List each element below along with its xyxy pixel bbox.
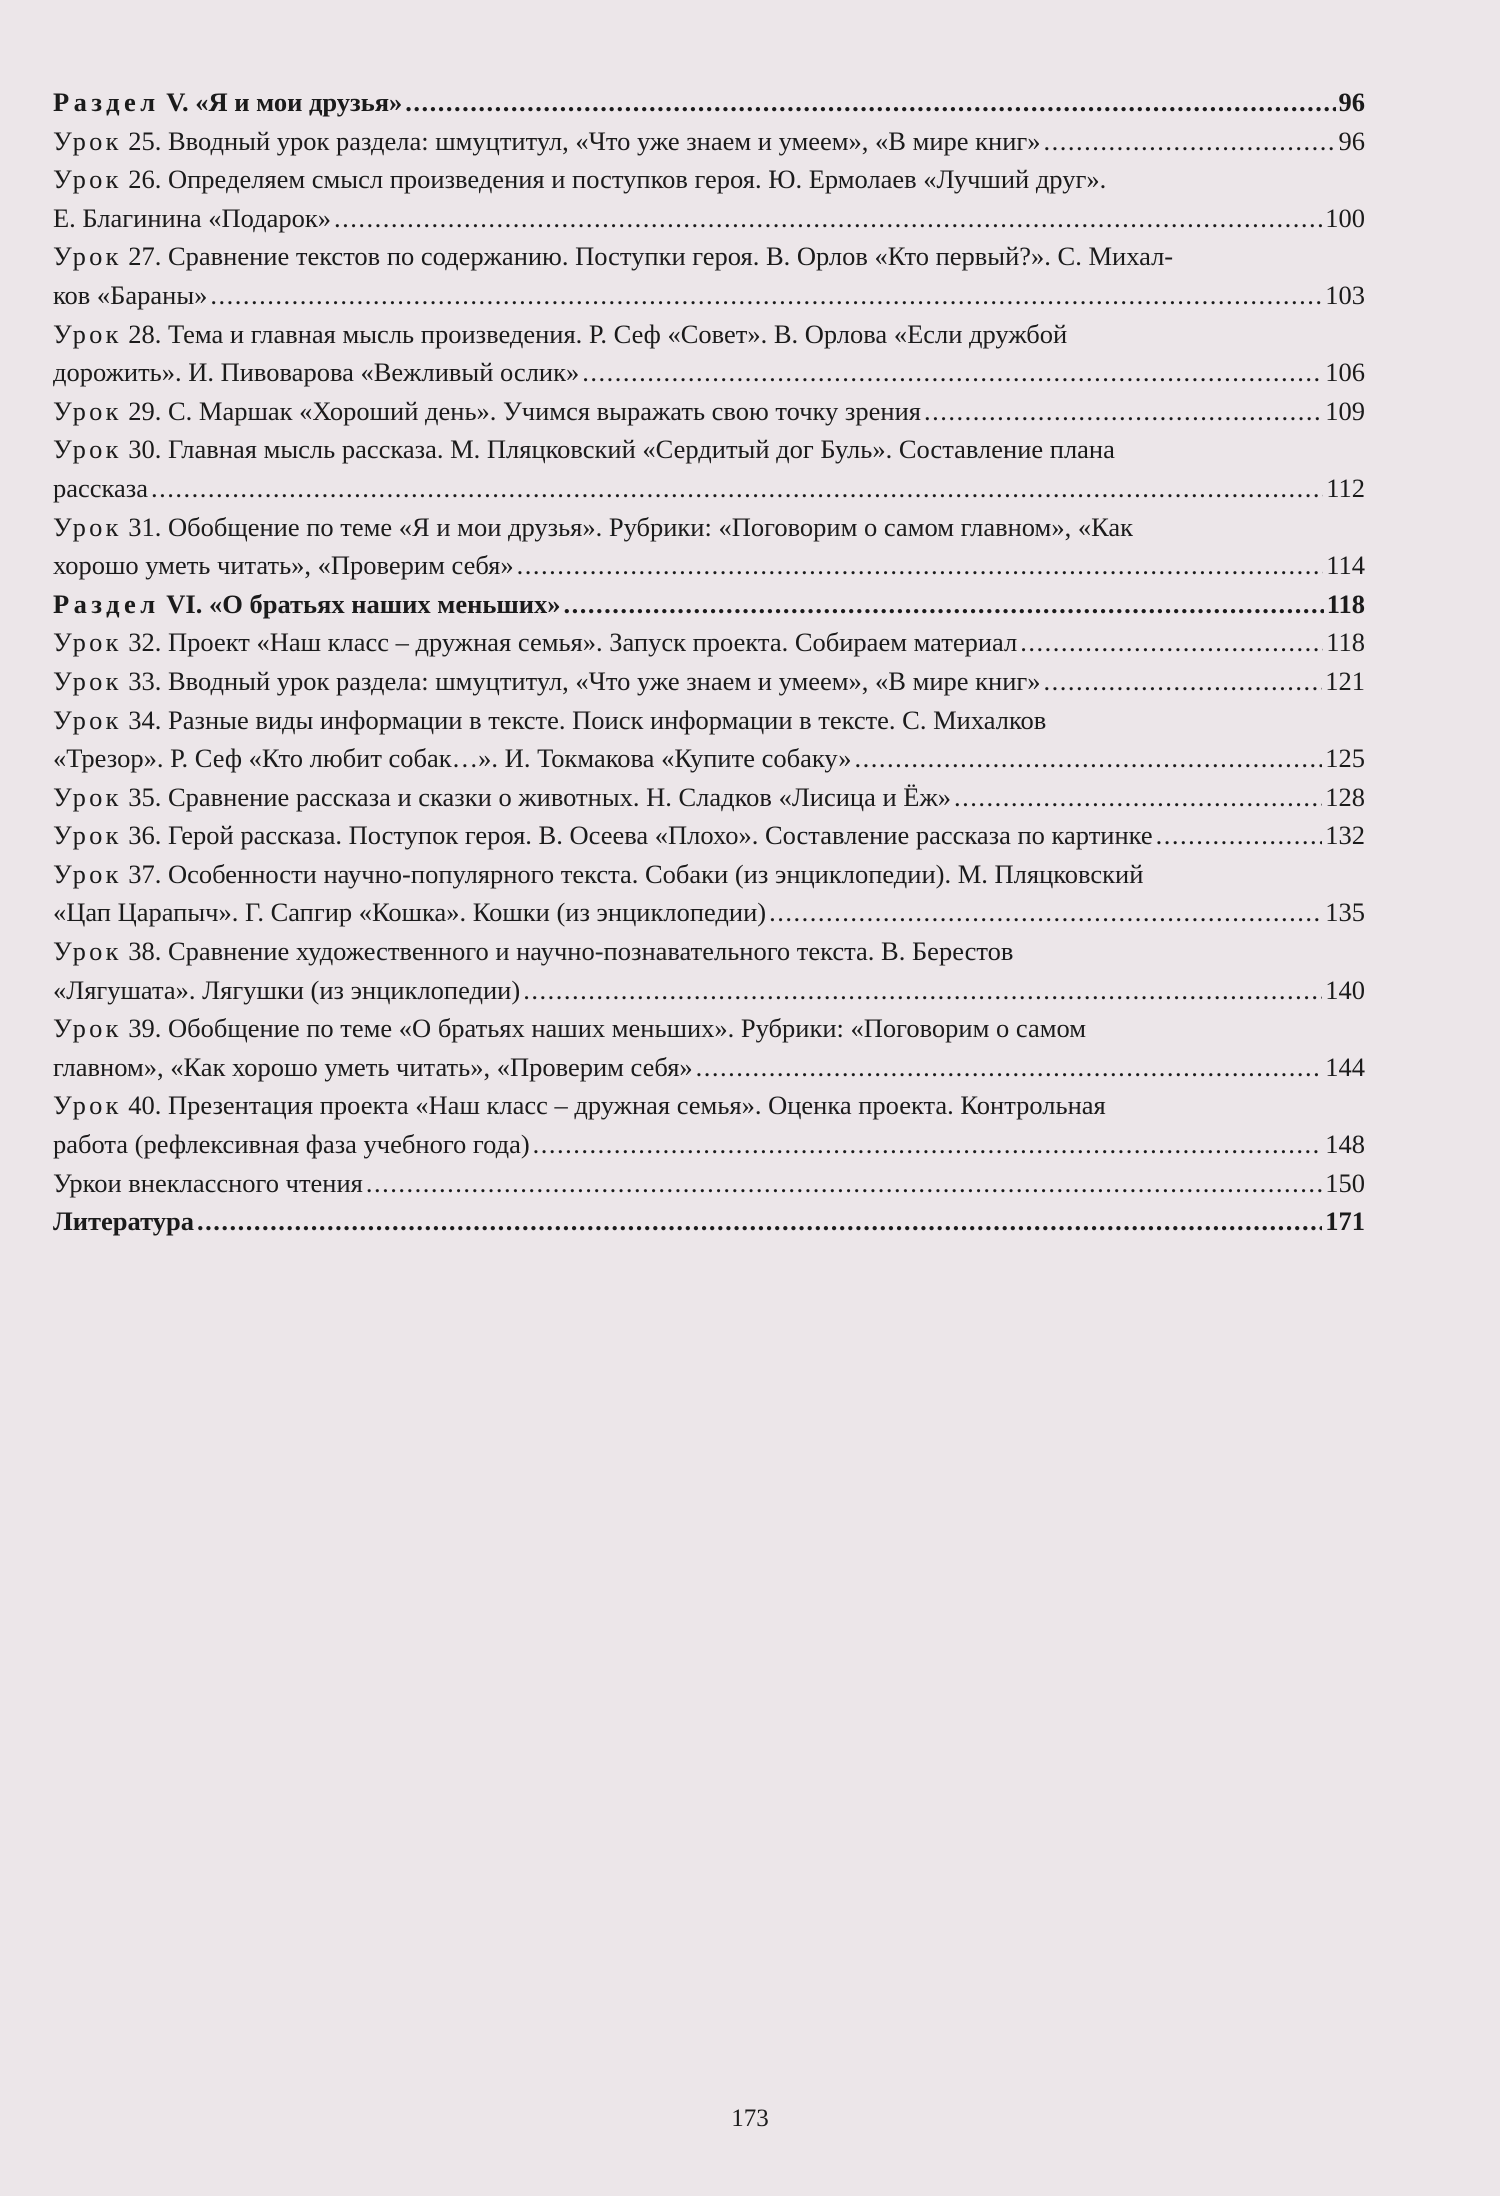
toc-entry-title: 28. Тема и главная мысль произведения. Р. Сеф «Совет». В. Орлова «Если дружбой bbox=[121, 318, 1068, 349]
toc-entry-text bbox=[53, 237, 1173, 276]
toc-entry-text bbox=[53, 353, 579, 392]
toc-entry-line bbox=[53, 469, 1365, 508]
toc-entry-label: Урок bbox=[53, 781, 122, 812]
toc-entry-title: 26. Определяем смысл произведения и поступков героя. Ю. Ермолаев «Лучший друг». bbox=[121, 164, 1107, 195]
toc-page-number: 114 bbox=[1326, 550, 1365, 581]
toc-page-number: 148 bbox=[1325, 1129, 1365, 1160]
toc-entry-label: Урок bbox=[53, 241, 122, 272]
toc-page-number: 150 bbox=[1325, 1167, 1365, 1198]
toc-page-number: 135 bbox=[1325, 897, 1365, 928]
toc-entry bbox=[53, 662, 1365, 701]
toc-entry-text bbox=[53, 1086, 1106, 1125]
toc-entry-text bbox=[53, 430, 1115, 469]
dot-leader bbox=[696, 1048, 1323, 1087]
toc-entry-line bbox=[53, 739, 1365, 778]
toc-entry-title: 33. Вводный урок раздела: шмуцтитул, «Что уже знаем и умеем», «В мире книг» bbox=[121, 665, 1041, 696]
toc-entry-title: работа (рефлексивная фаза учебного года) bbox=[53, 1129, 530, 1160]
toc-entry-line bbox=[53, 855, 1365, 894]
toc-entry-label: Урок bbox=[53, 434, 122, 465]
toc-entry-label: Раздел bbox=[53, 87, 160, 117]
toc-entry bbox=[53, 83, 1365, 122]
toc-page-number: 100 bbox=[1325, 202, 1365, 233]
toc-entry-label: Урок bbox=[53, 936, 122, 967]
toc-entry-line bbox=[53, 662, 1365, 701]
toc-entry-text bbox=[53, 932, 1013, 971]
toc-entry-text bbox=[53, 1202, 194, 1241]
dot-leader bbox=[1156, 816, 1323, 855]
toc-entry-line bbox=[53, 199, 1365, 238]
toc-entry-line bbox=[53, 353, 1365, 392]
toc-entry bbox=[53, 1164, 1365, 1203]
toc-entry-text bbox=[53, 199, 331, 238]
dot-leader bbox=[197, 1202, 1322, 1241]
toc-entry bbox=[53, 122, 1365, 161]
toc-entry-title: 38. Сравнение художественного и научно-познавательного текста. В. Берестов bbox=[121, 936, 1014, 967]
toc-entry-text bbox=[53, 1048, 693, 1087]
toc-entry-text bbox=[53, 392, 921, 431]
dot-leader bbox=[564, 585, 1324, 624]
toc-entry-label: Урок bbox=[53, 511, 122, 542]
toc-entry-text bbox=[53, 276, 207, 315]
toc-entry-title: 25. Вводный урок раздела: шмуцтитул, «Что уже знаем и умеем», «В мире книг» bbox=[121, 125, 1041, 156]
toc-entry bbox=[53, 237, 1365, 314]
toc-entry-text bbox=[53, 701, 1046, 740]
toc-entry-label: Урок bbox=[53, 1013, 122, 1044]
toc-entry-line bbox=[53, 430, 1365, 469]
toc-entry-line bbox=[53, 585, 1365, 624]
toc-page-number: 171 bbox=[1325, 1206, 1365, 1237]
toc-entry bbox=[53, 392, 1365, 431]
toc-page-number: 96 bbox=[1338, 87, 1365, 117]
page-number: 173 bbox=[731, 2105, 769, 2132]
toc-entry-text bbox=[53, 160, 1106, 199]
dot-leader bbox=[533, 1125, 1323, 1164]
toc-entry-line bbox=[53, 778, 1365, 817]
dot-leader bbox=[954, 778, 1322, 817]
toc-entry-text bbox=[53, 662, 1041, 701]
toc-entry-text bbox=[53, 469, 148, 508]
dot-leader bbox=[1044, 122, 1336, 161]
dot-leader bbox=[210, 276, 1322, 315]
toc-entry bbox=[53, 855, 1365, 932]
toc-entry-title: 30. Главная мысль рассказа. М. Пляцковский «Сердитый дог Буль». Составление плана bbox=[121, 434, 1115, 465]
toc-entry-label: Урок bbox=[53, 665, 122, 696]
toc-entry-title: 27. Сравнение текстов по содержанию. Поступки героя. В. Орлов «Кто первый?». С. Михал- bbox=[121, 241, 1174, 272]
toc-page-number: 109 bbox=[1325, 395, 1365, 426]
toc-entry-line bbox=[53, 932, 1365, 971]
toc-entry-title: 34. Разные виды информации в тексте. Поиск информации в тексте. С. Михалков bbox=[121, 704, 1047, 735]
toc-entry-line bbox=[53, 392, 1365, 431]
toc-entry-line bbox=[53, 623, 1365, 662]
toc-entry-title: рассказа bbox=[53, 472, 149, 503]
toc-page-number: 103 bbox=[1325, 279, 1365, 310]
toc-entry-label: Урок bbox=[53, 318, 122, 349]
toc-entry-title: V. «Я и мои друзья» bbox=[159, 87, 403, 117]
toc-entry bbox=[53, 315, 1365, 392]
toc-entry-title: главном», «Как хорошо уметь читать», «Проверим себя» bbox=[53, 1051, 693, 1082]
toc-entry-line bbox=[53, 1164, 1365, 1203]
toc-page-number: 140 bbox=[1325, 974, 1365, 1005]
toc-entry-label: Урок bbox=[53, 704, 122, 735]
toc-entry-line bbox=[53, 971, 1365, 1010]
toc-entry-line bbox=[53, 83, 1365, 122]
toc-entry-text bbox=[53, 546, 514, 585]
toc-entry-text bbox=[53, 83, 402, 122]
toc-entry-label: Урок bbox=[53, 395, 122, 426]
toc-entry-title: дорожить». И. Пивоварова «Вежливый ослик» bbox=[53, 357, 580, 388]
toc-entry-line bbox=[53, 1048, 1365, 1087]
toc-entry-title: 35. Сравнение рассказа и сказки о животных. Н. Сладков «Лисица и Ёж» bbox=[121, 781, 952, 812]
toc-page-number: 132 bbox=[1325, 820, 1365, 851]
toc-entry bbox=[53, 1086, 1365, 1163]
dot-leader bbox=[1020, 623, 1323, 662]
toc-entry-text bbox=[53, 816, 1153, 855]
toc-entry-label: Урок bbox=[53, 627, 122, 658]
toc-entry-title: 31. Обобщение по теме «Я и мои друзья». Рубрики: «Поговорим о самом главном», «Как bbox=[121, 511, 1134, 542]
toc-entry bbox=[53, 701, 1365, 778]
toc-page-number: 125 bbox=[1325, 743, 1365, 774]
toc-entry-text bbox=[53, 122, 1041, 161]
toc-entry-line bbox=[53, 160, 1365, 199]
toc-page-number: 128 bbox=[1325, 781, 1365, 812]
toc-entry-text bbox=[53, 1125, 530, 1164]
toc-entry bbox=[53, 816, 1365, 855]
toc-entry bbox=[53, 1009, 1365, 1086]
toc-entry-title: 36. Герой рассказа. Поступок героя. В. Осеева «Плохо». Составление рассказа по картинке bbox=[121, 820, 1153, 851]
toc-page-number: 112 bbox=[1326, 472, 1365, 503]
toc-page-number: 106 bbox=[1325, 357, 1365, 388]
toc-entry-line bbox=[53, 315, 1365, 354]
toc-entry-title: ков «Бараны» bbox=[53, 279, 208, 310]
toc-entry-label: Урок bbox=[53, 820, 122, 851]
toc-entry-text bbox=[53, 855, 1143, 894]
toc-entry-label: Раздел bbox=[53, 588, 160, 619]
toc-entry-line bbox=[53, 1086, 1365, 1125]
toc-entry-title: VI. «О братьях наших меньших» bbox=[159, 588, 561, 619]
toc-entry-text bbox=[53, 585, 561, 624]
toc-entry-label: Урок bbox=[53, 1090, 122, 1121]
dot-leader bbox=[855, 739, 1323, 778]
toc-entry-title: 32. Проект «Наш класс – дружная семья». Запуск проекта. Собираем материал bbox=[121, 627, 1018, 658]
toc-page-number: 118 bbox=[1326, 627, 1365, 658]
toc-entry-text bbox=[53, 893, 766, 932]
toc-page-number: 118 bbox=[1326, 588, 1365, 619]
toc-entry-text bbox=[53, 1164, 363, 1203]
toc-entry-text bbox=[53, 739, 852, 778]
toc-entry-title: 39. Обобщение по теме «О братьях наших меньших». Рубрики: «Поговорим о самом bbox=[121, 1013, 1087, 1044]
toc-page-number: 96 bbox=[1338, 125, 1365, 156]
toc-entry-text bbox=[53, 623, 1017, 662]
toc-entry-title: «Цап Царапыч». Г. Сапгир «Кошка». Кошки (из энциклопедии) bbox=[53, 897, 767, 928]
toc-entry-label: Урок bbox=[53, 125, 122, 156]
toc-entry-label: Урок bbox=[53, 858, 122, 889]
toc-entry-title: Уркои внеклассного чтения bbox=[53, 1167, 363, 1198]
dot-leader bbox=[582, 353, 1322, 392]
toc-page-number: 121 bbox=[1325, 665, 1365, 696]
toc-entry bbox=[53, 778, 1365, 817]
dot-leader bbox=[523, 971, 1322, 1010]
toc-entry bbox=[53, 932, 1365, 1009]
dot-leader bbox=[151, 469, 1323, 508]
toc-entry-line bbox=[53, 276, 1365, 315]
dot-leader bbox=[924, 392, 1322, 431]
toc-entry-line bbox=[53, 893, 1365, 932]
toc-entry-title: 40. Презентация проекта «Наш класс – дружная семья». Оценка проекта. Контрольная bbox=[121, 1090, 1106, 1121]
toc-entry bbox=[53, 1202, 1365, 1241]
toc-entry-text bbox=[53, 778, 951, 817]
toc-entry-text bbox=[53, 1009, 1086, 1048]
toc-entry-line bbox=[53, 546, 1365, 585]
toc-entry-title: хорошо уметь читать», «Проверим себя» bbox=[53, 550, 514, 581]
toc-entry-line bbox=[53, 1125, 1365, 1164]
toc-entry-line bbox=[53, 816, 1365, 855]
toc-entry-text bbox=[53, 971, 520, 1010]
toc-entry-title: «Трезор». Р. Сеф «Кто любит собак…». И. Токмакова «Купите собаку» bbox=[53, 743, 852, 774]
toc-entry-title: 29. С. Маршак «Хороший день». Учимся выражать свою точку зрения bbox=[121, 395, 921, 426]
toc-entry bbox=[53, 160, 1365, 237]
dot-leader bbox=[517, 546, 1324, 585]
toc-entry-title: «Лягушата». Лягушки (из энциклопедии) bbox=[53, 974, 521, 1005]
dot-leader bbox=[1044, 662, 1323, 701]
toc-entry bbox=[53, 508, 1365, 585]
toc-entry-line bbox=[53, 1202, 1365, 1241]
toc-entry-title: 37. Особенности научно-популярного текста. Собаки (из энциклопедии). М. Пляцковский bbox=[121, 858, 1144, 889]
toc-entry bbox=[53, 585, 1365, 624]
toc-entry-line bbox=[53, 508, 1365, 547]
toc-entry-line bbox=[53, 122, 1365, 161]
toc-entry-line bbox=[53, 1009, 1365, 1048]
toc-entry-title: Литература bbox=[53, 1206, 195, 1237]
toc-page-number: 144 bbox=[1325, 1051, 1365, 1082]
dot-leader bbox=[769, 893, 1322, 932]
toc-entry bbox=[53, 430, 1365, 507]
toc-entry-line bbox=[53, 237, 1365, 276]
toc-entry-text bbox=[53, 315, 1067, 354]
dot-leader bbox=[405, 83, 1335, 122]
toc-entry-label: Урок bbox=[53, 164, 122, 195]
toc-entry bbox=[53, 623, 1365, 662]
toc-entry-line bbox=[53, 701, 1365, 740]
toc-entry-text bbox=[53, 508, 1133, 547]
dot-leader bbox=[334, 199, 1322, 238]
table-of-contents bbox=[53, 83, 1365, 1241]
toc-entry-title: Е. Благинина «Подарок» bbox=[53, 202, 332, 233]
dot-leader bbox=[366, 1164, 1322, 1203]
